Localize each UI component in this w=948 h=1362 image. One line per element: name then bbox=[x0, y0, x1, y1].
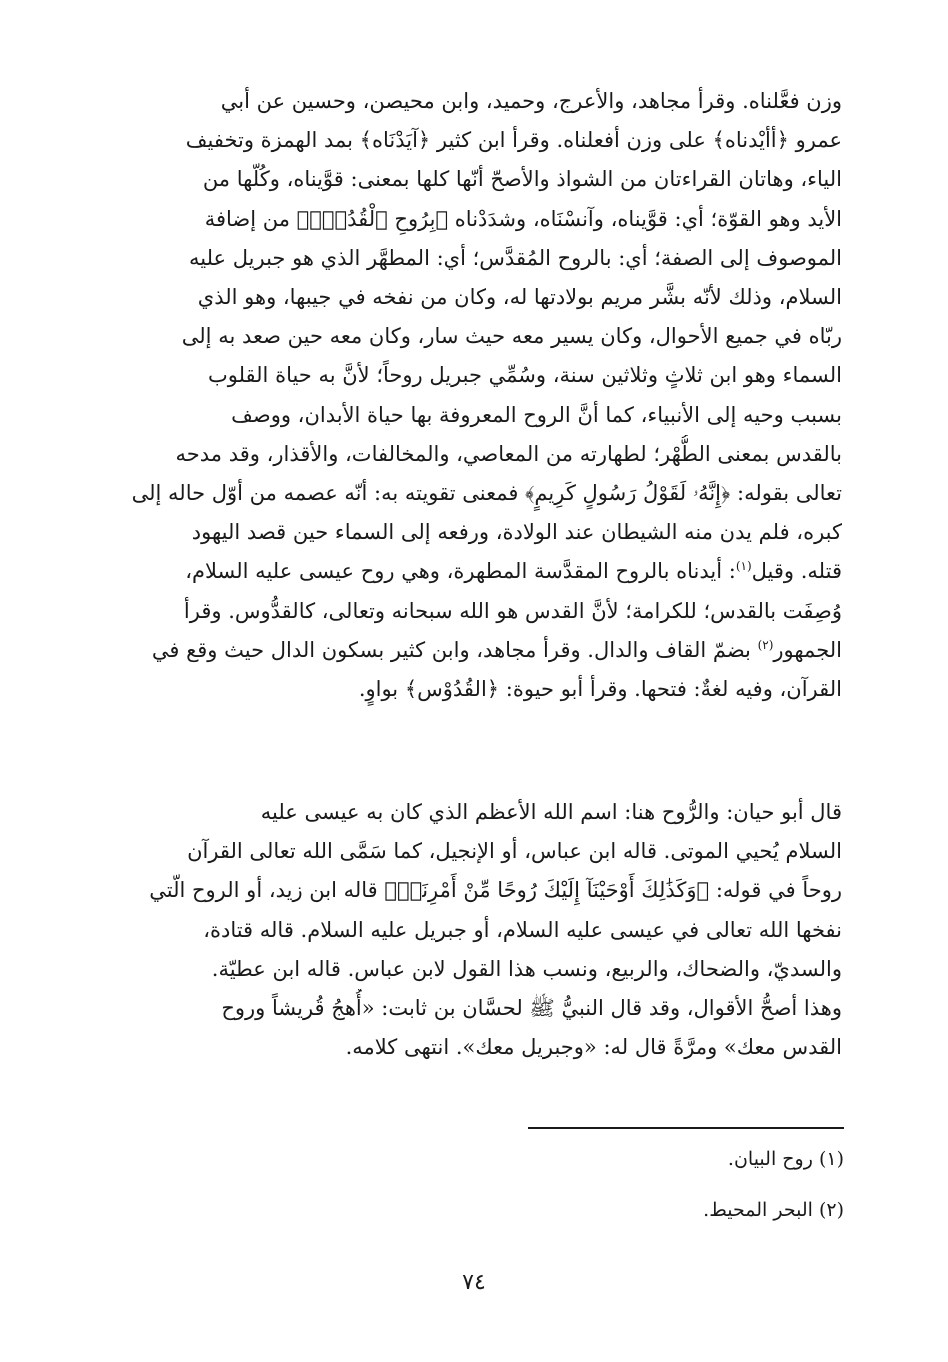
text-segment: : أيدناه بالروح المقدَّسة المطهرة، وهي روح عيسى عليه السلام، bbox=[185, 559, 736, 584]
text-segment: الجمهور bbox=[773, 637, 842, 662]
text-segment: قتله. وقيل bbox=[751, 559, 842, 584]
text-line: وُصِفَت بالقدس؛ للكرامة؛ لأنَّ القدس هو الله سبحانه وتعالى، كالقدُّوس. وقرأ bbox=[183, 598, 842, 623]
footnote-marker-1[interactable]: (١) bbox=[735, 559, 752, 574]
footnote-marker-2[interactable]: (٢) bbox=[757, 637, 774, 652]
page-number: ٧٤ bbox=[462, 1270, 486, 1295]
text-segment: بضمّ القاف والدال. وقرأ مجاهد، وابن كثير بسكون الدال حيث وقع في bbox=[151, 637, 758, 662]
footnote-number: (٢) bbox=[818, 1199, 844, 1221]
text-line: عمرو ﴿أأيْدناه﴾ على وزن أفعلناه. وقرأ ابن كثير ﴿آيَدْنَاه﴾ بمد الهمزة وتخفيف bbox=[185, 128, 842, 153]
footnote-text: روح البيان. bbox=[727, 1148, 813, 1170]
text-line: والسديّ، والضحاك، والربيع، ونسب هذا القول لابن عباس. قاله ابن عطيّة. bbox=[211, 956, 842, 981]
text-line-with-footnote-1 bbox=[74, 552, 842, 591]
paragraph-1 bbox=[74, 82, 842, 709]
text-line: السلام يُحيي الموتى. قاله ابن عباس، أو الإنجيل، كما سَمَّى الله تعالى القرآن bbox=[187, 839, 842, 864]
footnote-number: (١) bbox=[818, 1148, 844, 1170]
text-line: كبره، فلم يدن منه الشيطان عند الولادة، ورفعه إلى السماء حين قصد اليهود bbox=[191, 520, 842, 545]
text-line: نفخها الله تعالى في عيسى عليه السلام، أو جبريل عليه السلام. قاله قتادة، bbox=[203, 917, 842, 942]
text-line: الياء، وهاتان القراءتان من الشواذ والأصحّ أنّها كلها بمعنى: قوَّيناه، وكُلّها من bbox=[202, 167, 842, 192]
footnote-divider bbox=[528, 1127, 844, 1129]
paragraph-2 bbox=[74, 793, 842, 1067]
footnote-1 bbox=[728, 1145, 844, 1173]
text-line: روحاً في قوله: ﴿وَكَذَٰلِكَ أَوْحَيْنَآ إِلَيْكَ رُوحًا مِّنْ أَمْرِنَاۚ﴾ قاله ابن زيد، أو الروح الّتي bbox=[149, 878, 842, 903]
text-line: القدس معك» ومرَّةً قال له: «وجبريل معك». انتهى كلامه. bbox=[345, 1035, 842, 1060]
text-line: بالقدس بمعنى الطُّهْر؛ لطهارته من المعاصي، والمخالفات، والأقذار، وقد مدحه bbox=[175, 441, 842, 466]
text-line: بسبب وحيه إلى الأنبياء، كما أنَّ الروح المعروفة بها حياة الأبدان، ووصف bbox=[231, 402, 842, 427]
text-line-with-footnote-2 bbox=[74, 631, 842, 670]
text-line: الأيد وهو القوّة؛ أي: قوَّيناه، وآنسْنَاه، وشدَدْناه ﴿بِرُوحِ ٱلْقُدُسِۗ﴾ من إضافة bbox=[204, 206, 842, 231]
text-line: السماء وهو ابن ثلاثٍ وثلاثين سنة، وسُمِّي جبريل روحاً؛ لأنَّ به حياة القلوب bbox=[207, 363, 842, 388]
text-line: وزن فعَّلناه. وقرأ مجاهد، والأعرج، وحميد، وابن محيصن، وحسين عن أبي bbox=[220, 89, 842, 113]
footnote-text: البحر المحيط. bbox=[703, 1199, 813, 1221]
text-line: قال أبو حيان: والرُّوح هنا: اسم الله الأعظم الذي كان به عيسى عليه bbox=[260, 800, 842, 824]
text-line: ربّاه في جميع الأحوال، وكان يسير معه حيث سار، وكان معه حين صعد به إلى bbox=[181, 324, 842, 349]
text-line: وهذا أصحُّ الأقوال، وقد قال النبيُّ ﷺ لحسَّان بن ثابت: «أُهجُ قُريشاً وروح bbox=[221, 996, 842, 1021]
text-line: الموصوف إلى الصفة؛ أي: بالروح المُقدَّس؛ أي: المطهَّر الذي هو جبريل عليه bbox=[189, 245, 842, 270]
text-line: القرآن، وفيه لغةٌ: فتحها. وقرأ أبو حيوة: ﴿القُدُوْس﴾ بواوٍ. bbox=[358, 677, 842, 702]
footnote-2 bbox=[703, 1196, 844, 1224]
text-line: تعالى بقوله: ﴿إِنَّهُۥ لَقَوْلُ رَسُولٍ كَرِيمٍ﴾ فمعنى تقويته به: أنّه عصمه من أوّل حاله إلى bbox=[131, 481, 842, 506]
text-line: السلام، وذلك لأنّه بشَّر مريم بولادتها له، وكان من نفخه في جيبها، وهو الذي bbox=[197, 285, 842, 310]
